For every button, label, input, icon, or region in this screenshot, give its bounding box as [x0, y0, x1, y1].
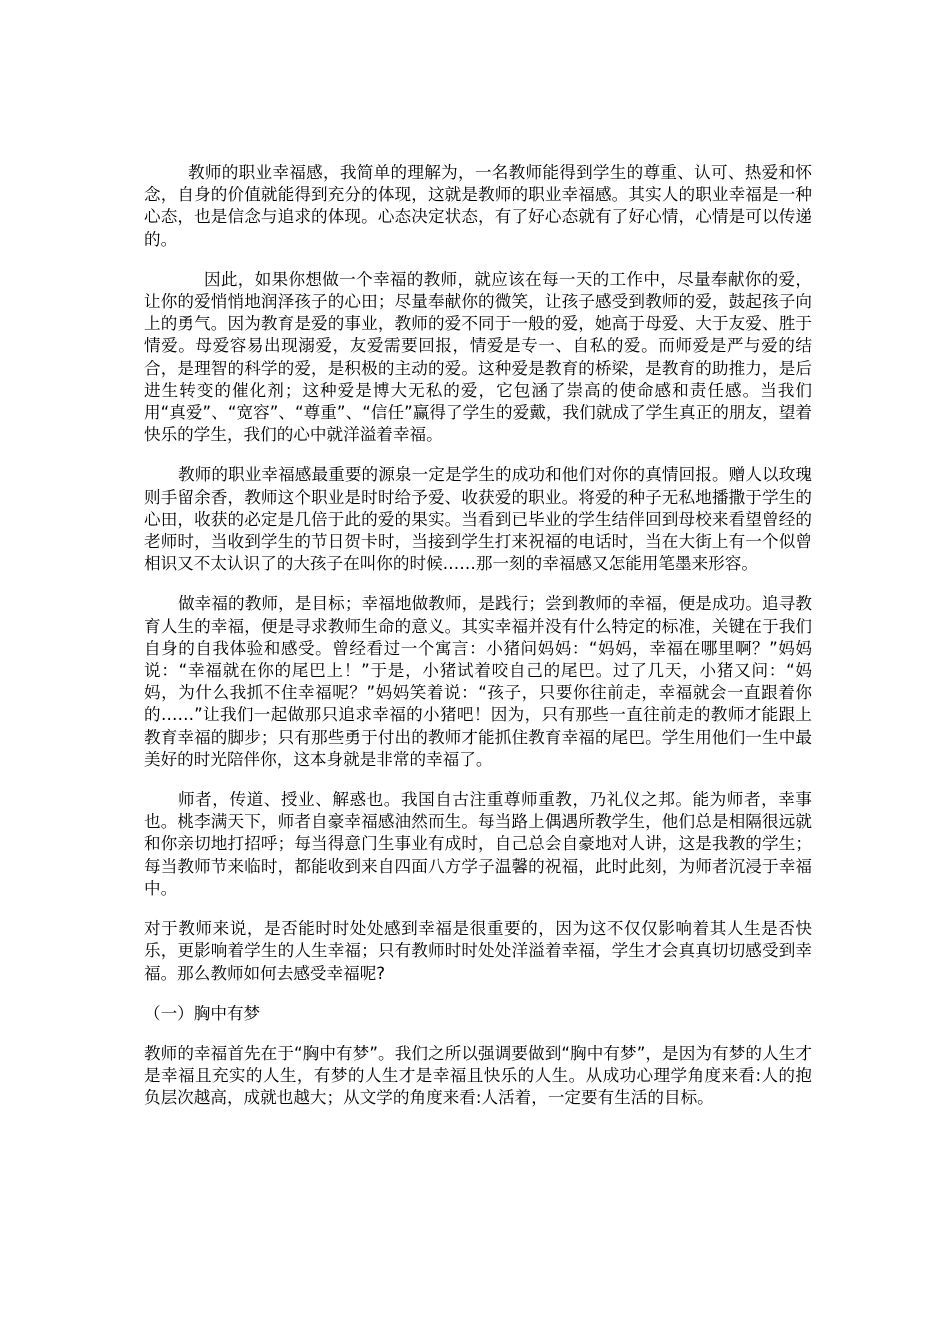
paragraph-3: 教师的职业幸福感最重要的源泉一定是学生的成功和他们对你的真情回报。赠人以玫瑰则手留余香，教师这个职业是时时给予爱、收获爱的职业。将爱的种子无私地播撒于学生的心田，收获的必定是几倍于此的爱的果实。当看到已毕业的学生结伴回到母校来看望曾经的老师时，当收到学生的节日贺卡时，当接到学生打来祝福的电话时，当在大街上有一个似曾相识又不太认识了的大孩子在叫你的时候……那一刻的幸福感又怎能用笔墨来形容。 — [144, 465, 812, 574]
paragraph-4: 做幸福的教师，是目标；幸福地做教师，是践行；尝到教师的幸福，便是成功。追寻教育人生的幸福，便是寻求教师生命的意义。其实幸福并没有什么特定的标准，关键在于我们自身的自我体验和感受。曾经看过一个寓言：小猪问妈妈：“妈妈，幸福在哪里啊？”妈妈说：“幸福就在你的尾巴上！”于是，小猪试着咬自己的尾巴。过了几天，小猪又问：“妈妈，为什么我抓不住幸福呢？”妈妈笑着说：“孩子，只要你往前走，幸福就会一直跟着你的……”让我们一起做那只追求幸福的小猪吧！因为，只有那些一直往前走的教师才能跟上教育幸福的脚步；只有那些勇于付出的教师才能抓住教育幸福的尾巴。学生用他们一生中最美好的时光陪伴你，这本身就是非常的幸福了。 — [144, 594, 812, 769]
paragraph-6: 对于教师来说，是否能时时处处感到幸福是很重要的，因为这不仅仅影响着其人生是否快乐，更影响着学生的人生幸福；只有教师时时处处洋溢着幸福，学生才会真真切切感受到幸福。那么教师如何去感受幸福呢? — [144, 919, 812, 983]
section-heading: （一）胸中有梦 — [144, 1003, 261, 1023]
document-page — [144, 162, 812, 1110]
paragraph-5: 师者，传道、授业、解惑也。我国自古注重尊师重教，乃礼仪之邦。能为师者，幸事也。桃李满天下，师者自豪幸福感油然而生。每当路上偶遇所教学生，他们总是相隔很远就和你亲切地打招呼；每当得意门生事业有成时，自己总会自豪地对人讲，这是我教的学生；每当教师节来临时，都能收到来自四面八方学子温馨的祝福，此时此刻，为师者沉浸于幸福中。 — [144, 790, 812, 898]
paragraph-7: 教师的幸福首先在于“胸中有梦”。我们之所以强调要做到“胸中有梦”，是因为有梦的人生才是幸福且充实的人生，有梦的人生才是幸福且快乐的人生。从成功心理学角度来看:人的抱负层次越高，成就也越大；从文学的角度来看:人活着，一定要有生活的目标。 — [144, 1043, 812, 1108]
paragraph-2: 因此，如果你想做一个幸福的教师，就应该在每一天的工作中，尽量奉献你的爱，让你的爱悄悄地润泽孩子的心田；尽量奉献你的微笑，让孩子感受到教师的爱，鼓起孩子向上的勇气。因为教育是爱的事业，教师的爱不同于一般的爱，她高于母爱、大于友爱、胜于情爱。母爱容易出现溺爱，友爱需要回报，情爱是专一、自私的爱。而师爱是严与爱的结合，是理智的科学的爱，是积极的主动的爱。这种爱是教育的桥梁，是教育的助推力，是后进生转变的催化剂；这种爱是博大无私的爱，它包涵了崇高的使命感和责任感。当我们用“真爱”、“宽容”、“尊重”、“信任”赢得了学生的爱戴，我们就成了学生真正的朋友，望着快乐的学生，我们的心中就洋溢着幸福。 — [144, 269, 812, 445]
paragraph-1: 教师的职业幸福感，我简单的理解为，一名教师能得到学生的尊重、认可、热爱和怀念，自身的价值就能得到充分的体现，这就是教师的职业幸福感。其实人的职业幸福是一种心态，也是信念与追求的体现。心态决定状态，有了好心态就有了好心情，心情是可以传递的。 — [144, 163, 812, 249]
